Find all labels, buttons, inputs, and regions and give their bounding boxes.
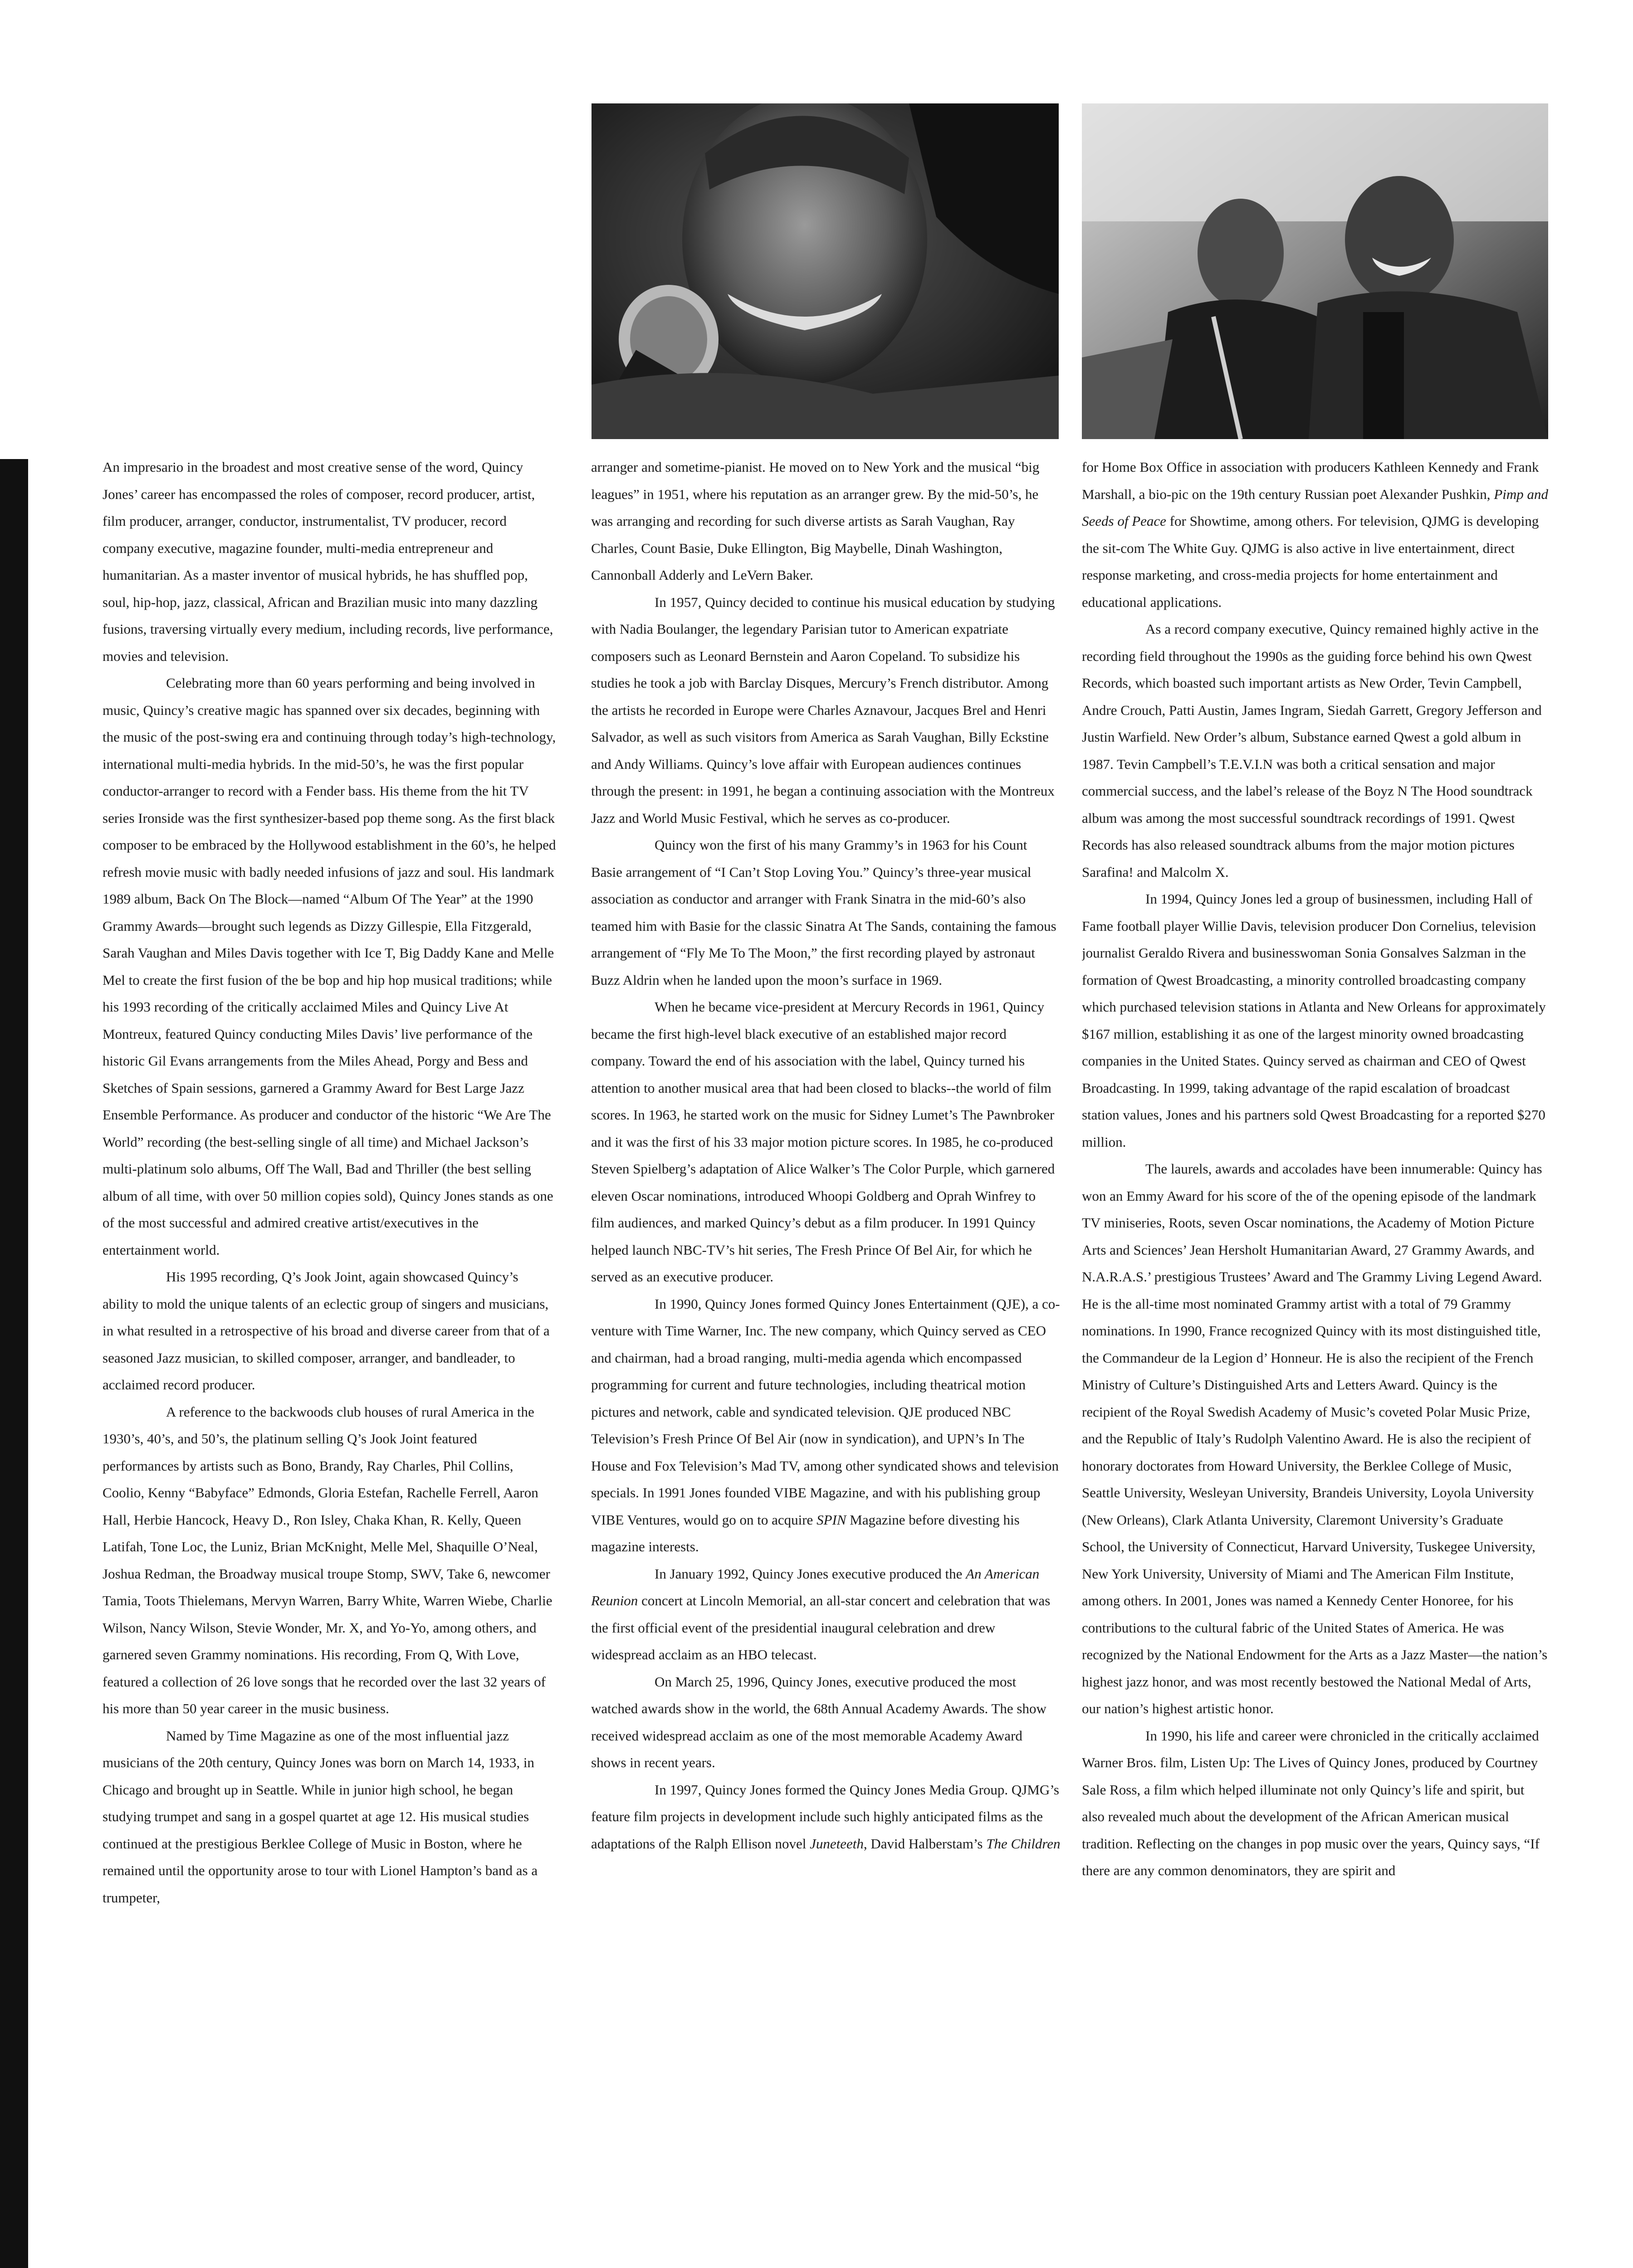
paragraph-text: for Showtime, among others. For television, QJMG is developing the sit-com The White Guy. QJMG is also active in live entertainment, direct response marketing, and cross-media projects for home entertainment and educational applications. — [1082, 513, 1539, 610]
paragraph: Named by Time Magazine as one of the most influential jazz musicians of the 20th century, Quincy Jones was born on March 14, 1933, in Chicago and brought up in Seattle. While in junior high school, he began studying trumpet and sang in a gospel quartet at age 12. His musical studies continued at the prestigious Berklee College of Music in Boston, where he remained until the opportunity arose to tour with Lionel Hampton’s band as a trumpeter, — [103, 1727, 538, 1906]
paragraph — [591, 1776, 1061, 1857]
film-title: Pimp and Seeds of Peace — [1082, 486, 1548, 529]
paragraph — [1082, 454, 1549, 616]
photo-quincy-laughing — [1082, 103, 1548, 439]
page-edge-bar — [0, 459, 28, 2268]
article-column-1 — [103, 454, 556, 2236]
paragraph — [591, 1560, 1061, 1668]
book-title: Juneteeth — [810, 1835, 864, 1852]
paragraph: A reference to the backwoods club houses of rural America in the 1930’s, 40’s, and 50’s, the platinum selling Q’s Jook Joint featured performances by artists such as Bono, Brandy, Ray Charles, Phil Collins, Coolio, Kenny “Babyface” Edmonds, Gloria Estefan, Rachelle Ferrell, Aaron Hall, Herbie Hancock, Heavy D., Ron Isley, Chaka Khan, R. Kelly, Queen Latifah, Tone Loc, the Luniz, Brian McKnight, Melle Mel, Shaquille O’Neal, Joshua Redman, the Broadway musical troupe Stomp, SWV, Take 6, newcomer Tamia, Toots Thielemans, Mervyn Warren, Barry White, Warren Wiebe, Charlie Wilson, Nancy Wilson, Stevie Wonder, Mr. X, and Yo-Yo, among others, and garnered seven Grammy nominations. His recording, From Q, With Love, featured a collection of 26 love songs that he recorded over the last 32 years of his more than 50 year career in the music business. — [103, 1403, 552, 1716]
paragraph: An impresario in the broadest and most creative sense of the word, Quincy Jones’ career has encompassed the roles of composer, record producer, artist, film producer, arranger, conductor, instrumentalist, TV producer, record company executive, magazine founder, multi-media entrepreneur and humanitarian. As a master inventor of musical hybrids, he has shuffled pop, soul, hip-hop, jazz, classical, African and Brazilian music into many dazzling fusions, traversing virtually every medium, including records, live performance, movies and television. — [103, 459, 553, 664]
book-title: The Children — [986, 1835, 1061, 1852]
paragraph: On March 25, 1996, Quincy Jones, executive produced the most watched awards show in the world, the 68th Annual Academy Awards. The show received widespread acclaim as one of the most memorable Academy Award shows in recent years. — [591, 1673, 1046, 1770]
article-column-3 — [1082, 454, 1549, 2236]
paragraph: arranger and sometime-pianist. He moved on to New York and the musical “big leagues” in 1951, where his reputation as an arranger grew. By the mid-50’s, he was arranging and recording for such diverse artists as Sarah Vaughan, Ray Charles, Count Basie, Duke Ellington, Big Maybelle, Dinah Washington, Cannonball Adderly and LeVern Baker. — [591, 459, 1040, 583]
paragraph-text: Magazine before divesting his magazine interests. — [591, 1511, 1020, 1554]
paragraph: Celebrating more than 60 years performing and being involved in music, Quincy’s creative magic has spanned over six decades, beginning with the music of the post-swing era and continuing through today’s high-technology, international multi-media hybrids. In the mid-50’s, he was the first popular conductor-arranger to record with a Fender bass. His theme from the hit TV series Ironside was the first synthesizer-based pop theme song. As the first black composer to be embraced by the Hollywood establishment in the 60’s, he helped refresh movie music with badly needed infusions of jazz and soul. His landmark 1989 album, Back On The Block—named “Album Of The Year” at the 1990 Grammy Awards—brought such legends as Dizzy Gillespie, Ella Fitzgerald, Sarah Vaughan and Miles Davis together with Ice T, Big Daddy Kane and Melle Mel to create the first fusion of the be bop and hip hop musical traditions; while his 1993 recording of the critically acclaimed Miles and Quincy Live At Montreux, featured Quincy conducting Miles Davis’ live performance of the historic Gil Evans arrangements from the Miles Ahead, Porgy and Bess and Sketches of Spain sessions, garnered a Grammy Award for Best Large Jazz Ensemble Performance. As producer and conductor of the historic “We Are The World” recording (the best-selling single of all time) and Michael Jackson’s multi-platinum solo albums, Off The Wall, Bad and Thriller (the best selling album of all time, with over 50 million copies sold), Quincy Jones stands as one of the most successful and admired creative artist/executives in the entertainment world. — [103, 675, 556, 1258]
paragraph-text: In January 1992, Quincy Jones executive produced the — [655, 1565, 966, 1582]
paragraph-text: In 1997, Quincy Jones formed the Quincy Jones Media Group. QJMG’s feature film projects in development include such highly anticipated films as the adaptations of the Ralph Ellison novel — [591, 1781, 1059, 1852]
event-title: An American Reunion — [591, 1565, 1040, 1608]
photo-quincy-laughing-image — [1082, 103, 1548, 439]
paragraph: In 1994, Quincy Jones led a group of businessmen, including Hall of Fame football player Willie Davis, television producer Don Cornelius, television journalist Geraldo Rivera and businesswoman Sonia Gonsalves Salzman in the formation of Qwest Broadcasting, a minority controlled broadcasting company which purchased television stations in Atlanta and New Orleans for approximately $167 million, establishing it as one of the largest minority owned broadcasting companies in the United States. Quincy served as chairman and CEO of Qwest Broadcasting. In 1999, taking advantage of the rapid escalation of broadcast station values, Jones and his partners sold Qwest Broadcasting for a reported $270 million. — [1082, 891, 1546, 1150]
paragraph: The laurels, awards and accolades have been innumerable: Quincy has won an Emmy Award for his score of the of the opening episode of the landmark TV miniseries, Roots, seven Oscar nominations, the Academy of Motion Picture Arts and Sciences’ Jean Hersholt Humanitarian Award, 27 Grammy Awards, and N.A.R.A.S.’ prestigious Trustees’ Award and The Grammy Living Legend Award. He is the all-time most nominated Grammy artist with a total of 79 Grammy nominations. In 1990, France recognized Quincy with its most distinguished title, the Commandeur de la Legion d’ Honneur. He is also the recipient of the French Ministry of Culture’s Distinguished Arts and Letters Award. Quincy is the recipient of the Royal Swedish Academy of Music’s coveted Polar Music Prize, and the Republic of Italy’s Rudolph Valentino Award. He is also the recipient of honorary doctorates from Howard University, the Berklee College of Music, Seattle University, Wesleyan University, Brandeis University, Loyola University (New Orleans), Clark Atlanta University, Claremont University’s Graduate School, the University of Connecticut, Harvard University, Tuskegee University, New York University, University of Miami and The American Film Institute, among others. In 2001, Jones was named a Kennedy Center Honoree, for his contributions to the cultural fabric of the United States of America. He was recognized by the National Endowment for the Arts as a Jazz Master—the nation’s highest jazz honor, and was most recently bestowed the National Medal of Arts, our nation’s highest artistic honor. — [1082, 1161, 1548, 1716]
magazine-title: SPIN — [816, 1511, 846, 1528]
paragraph: In 1957, Quincy decided to continue his musical education by studying with Nadia Boulanger, the legendary Parisian tutor to American expatriate composers such as Leonard Bernstein and Aaron Copeland. To subsidize his studies he took a job with Barclay Disques, Mercury’s French distributor. Among the artists he recorded in Europe were Charles Aznavour, Jacques Brel and Henri Salvador, as well as such visitors from America as Sarah Vaughan, Billy Eckstine and Andy Williams. Quincy’s love affair with European audiences continues through the present: in 1991, he began a continuing association with the Montreux Jazz and World Music Festival, which he serves as co-producer. — [591, 594, 1055, 826]
paragraph: When he became vice-president at Mercury Records in 1961, Quincy became the first high-level black executive of an established major record company. Toward the end of his association with the label, Quincy turned his attention to another musical area that had been closed to blacks--the world of film scores. In 1963, he started work on the music for Sidney Lumet’s The Pawnbroker and it was the first of his 33 major motion picture scores. In 1985, he co-produced Steven Spielberg’s adaptation of Alice Walker’s The Color Purple, which garnered eleven Oscar nominations, introduced Whoopi Goldberg and Oprah Winfrey to film audiences, and marked Quincy’s debut as a film producer. In 1991 Quincy helped launch NBC-TV’s hit series, The Fresh Prince Of Bel Air, for which he served as an executive producer. — [591, 999, 1055, 1285]
paragraph — [591, 1290, 1061, 1560]
paragraph: In 1990, his life and career were chronicled in the critically acclaimed Warner Bros. film, Listen Up: The Lives of Quincy Jones, produced by Courtney Sale Ross, a film which helped illuminate not only Quincy’s life and spirit, but also revealed much about the development of the African American musical tradition. Reflecting on the changes in pop music over the years, Quincy says, “If there are any common denominators, they are spirit and — [1082, 1727, 1540, 1878]
paragraph: Quincy won the first of his many Grammy’s in 1963 for his Count Basie arrangement of “I Can’t Stop Loving You.” Quincy’s three-year musical association as conductor and arranger with Frank Sinatra in the mid-60’s also teamed him with Basie for the classic Sinatra At The Sands, containing the famous arrangement of “Fly Me To The Moon,” the first recording played by astronaut Buzz Aldrin when he landed upon the moon’s surface in 1969. — [591, 837, 1056, 988]
article-column-2 — [591, 454, 1061, 2236]
paragraph-text: , David Halberstam’s — [863, 1835, 987, 1852]
paragraph: As a record company executive, Quincy remained highly active in the recording field throughout the 1990s as the guiding force behind his own Qwest Records, which boasted such important artists as New Order, Tevin Campbell, Andre Crouch, Patti Austin, James Ingram, Siedah Garrett, Gregory Jefferson and Justin Warfield. New Order’s album, Substance earned Qwest a gold album in 1987. Tevin Campbell’s T.E.V.I.N was both a critical sensation and major commercial success, and the label’s release of the Boyz N The Hood soundtrack album was among the most successful soundtrack recordings of 1991. Qwest Records has also released soundtrack albums from the major motion pictures Sarafina! and Malcolm X. — [1082, 621, 1542, 880]
photo-quincy-microphone — [592, 103, 1059, 439]
paragraph-text: concert at Lincoln Memorial, an all-star concert and celebration that was the first official event of the presidential inaugural celebration and drew widespread acclaim as an HBO telecast. — [591, 1593, 1051, 1662]
photo-quincy-microphone-image — [592, 103, 1059, 439]
paragraph: His 1995 recording, Q’s Jook Joint, again showcased Quincy’s ability to mold the unique talents of an eclectic group of singers and musicians, in what resulted in a retrospective of his broad and diverse career from that of a seasoned Jazz musician, to skilled composer, arranger, and bandleader, to acclaimed record producer. — [103, 1269, 550, 1393]
paragraph-text: for Home Box Office in association with producers Kathleen Kennedy and Frank Marshall, a bio-pic on the 19th century Russian poet Alexander Pushkin, — [1082, 459, 1539, 502]
paragraph-text: In 1990, Quincy Jones formed Quincy Jones Entertainment (QJE), a co-venture with Time Warner, Inc. The new company, which Quincy served as CEO and chairman, had a broad ranging, multi-media agenda which encompassed programming for current and future technologies, including theatrical motion pictures and network, cable and syndicated television. QJE produced NBC Television’s Fresh Prince Of Bel Air (now in syndication), and UPN’s In The House and Fox Television’s Mad TV, among other syndicated shows and television specials. In 1991 Jones founded VIBE Magazine, and with his publishing group VIBE Ventures, would go on to acquire — [591, 1295, 1060, 1528]
